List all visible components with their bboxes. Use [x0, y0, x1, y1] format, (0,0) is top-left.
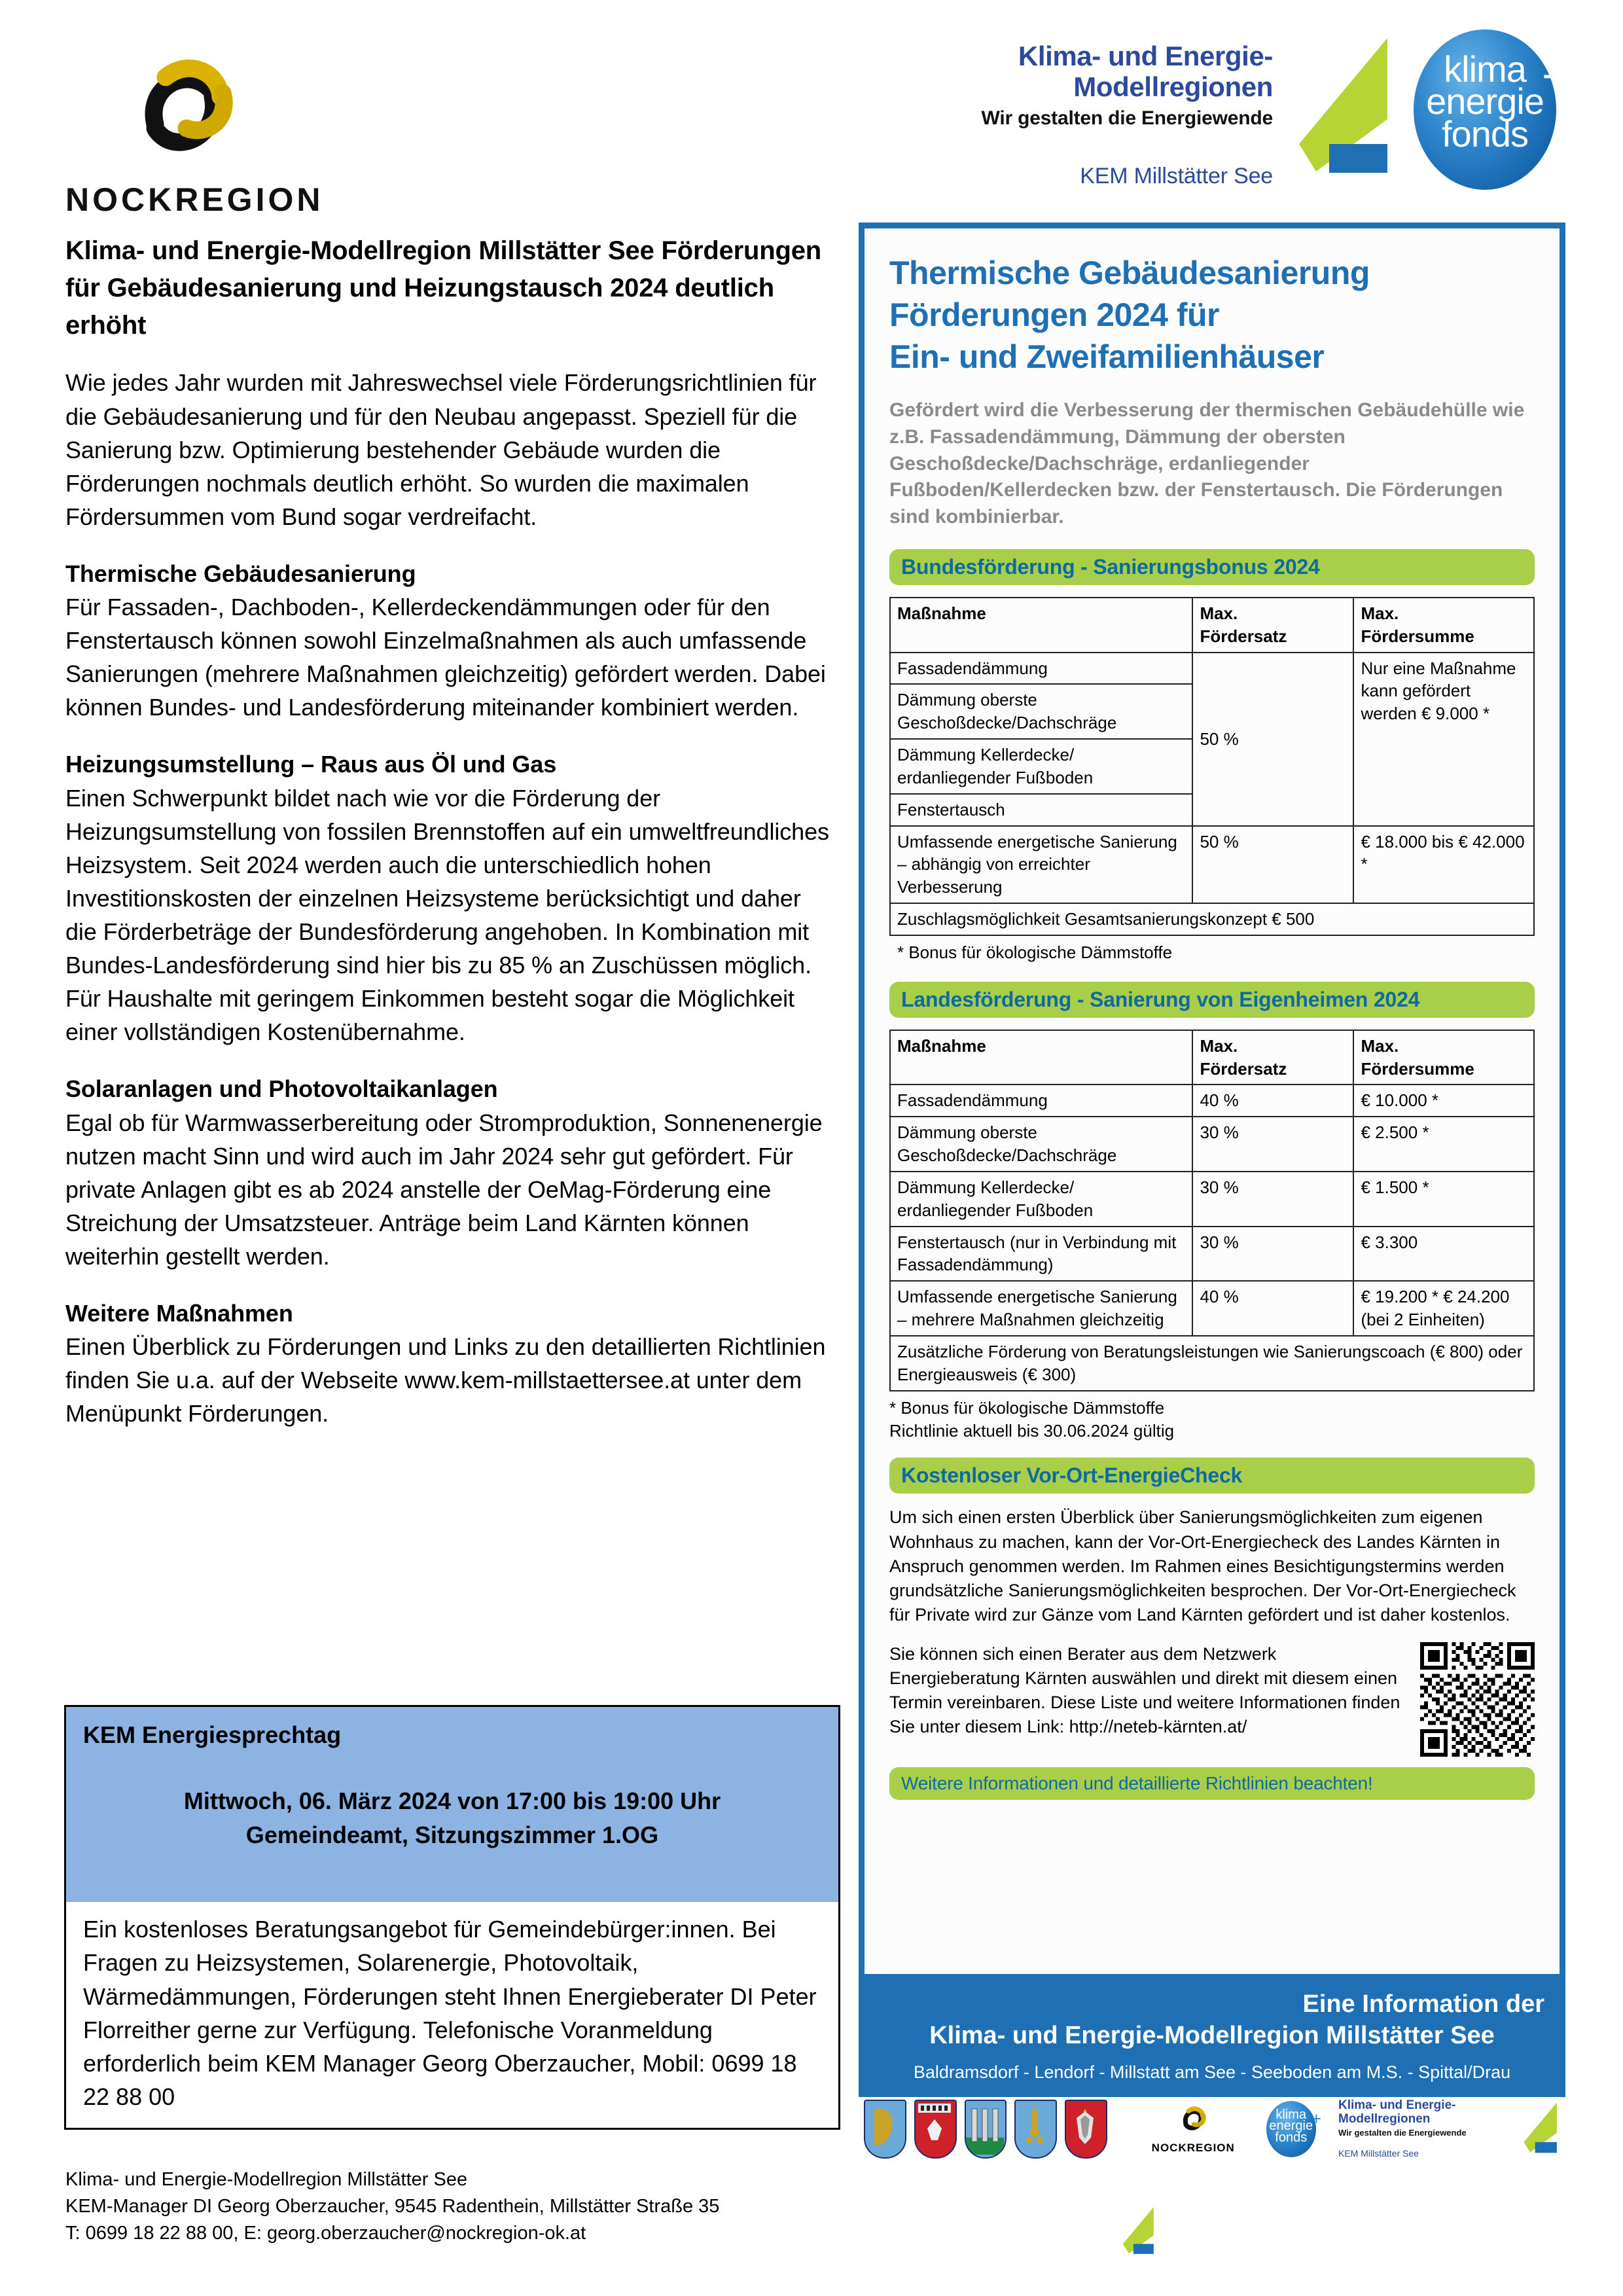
th-foerdersatz-l2: Fördersatz — [1200, 1058, 1287, 1079]
energiecheck-paragraph-1: Um sich einen ersten Überblick über Sanierungsmöglichkeiten zum eigenen Wohnhaus zu machen, kann der Vor-Ort-Energiecheck des Landes Kärnten in Anspruch genommen werden. Im Rahmen eines Besichtigungstermins werden grundsätzliche Sanierungsmöglichkeiten besprochen. Der Vor-Ort-Energiecheck für Private wird zur Gänze vom Land Kärnten gefördert und ist daher kostenlos. — [889, 1507, 1516, 1625]
partner-nockregion-logo — [1145, 2103, 1241, 2155]
partner-kem-tagline: Wir gestalten die Energiewende — [1338, 2128, 1467, 2138]
th-foerdersatz — [1192, 598, 1353, 653]
cell-foerdersumme: € 3.300 — [1353, 1227, 1534, 1282]
crest-spittal-icon — [1065, 2100, 1107, 2159]
cell-massnahme: Fenstertausch (nur in Verbindung mit Fassadendämmung) — [890, 1227, 1192, 1282]
cell-massnahme: Fenstertausch — [890, 794, 1192, 826]
qr-code-icon[interactable] — [1420, 1642, 1535, 1757]
crest-lendorf-icon — [914, 2100, 957, 2159]
th-massnahme: Maßnahme — [890, 598, 1192, 653]
section-title-thermische: Thermische Gebäudesanierung — [65, 560, 416, 587]
cell-zuschlag: Zuschlagsmöglichkeit Gesamtsanierungskonzept € 500 — [890, 903, 1534, 935]
panel-footer-municipalities: Baldramsdorf - Lendorf - Millstatt am See - Seeboden am M.S. - Spittal/Drau — [913, 2062, 1511, 2082]
partner-logo-strip — [859, 2094, 1565, 2163]
nock-swirl-icon — [115, 46, 252, 177]
intro-paragraph: Wie jedes Jahr wurden mit Jahreswechsel viele Förderungsrichtlinien für die Gebäudesanierung und für den Neubau angepasst. Speziell für die Sanierung bzw. Optimierung bestehender Gebäude wurden die Förderungen nochmals deutlich erhöht. So wurden die maximalen Fördersummen vom Bund sogar verdreifacht. — [65, 369, 817, 530]
table-header-row — [890, 1030, 1534, 1085]
klimafonds-line-2: energie — [1426, 81, 1544, 122]
energiesprechtag-location-line: Gemeindeamt, Sitzungszimmer 1.OG — [245, 1821, 659, 1849]
th-foerdersumme-l2: Fördersumme — [1361, 1058, 1474, 1079]
cell-zusaetzliche-foerderung: Zusätzliche Förderung von Beratungsleistungen wie Sanierungscoach (€ 800) oder Energieausweis (€ 300) — [890, 1336, 1534, 1391]
klimafonds-logo — [1414, 29, 1577, 190]
footer-address: KEM-Manager DI Georg Oberzaucher, 9545 Radenthein, Millstätter Straße 35 — [65, 2196, 720, 2217]
table-row-full — [890, 1336, 1534, 1391]
cell-foerdersatz: 40 % — [1192, 1085, 1353, 1117]
table-row — [890, 1227, 1534, 1282]
kem-logo-line-2: Modellregionen — [1073, 71, 1273, 103]
klimafonds-line-3: fonds — [1442, 113, 1528, 154]
partner-kem-flag-icon — [1509, 2101, 1565, 2157]
footer-contact: T: 0699 18 22 88 00, E: georg.oberzaucher@nockregion-ok.at — [65, 2223, 586, 2244]
foerderungen-panel — [859, 223, 1565, 1980]
cell-foerdersatz: 40 % — [1192, 1281, 1353, 1336]
section-text-weitere: Einen Überblick zu Förderungen und Links zu den detaillierten Richtlinien finden Sie u.a. auf der Webseite www.kem-millstaettersee.at unter dem Menüpunkt Förderungen. — [65, 1333, 826, 1427]
table-row — [890, 1172, 1534, 1227]
cell-massnahme: Dämmung oberste Geschoßdecke/Dachschräge — [890, 684, 1192, 739]
partner-fonds-l3: fonds — [1275, 2130, 1308, 2145]
kem-logo-region: KEM Millstätter See — [1080, 164, 1273, 189]
table2-footnotes — [889, 1397, 1535, 1444]
cell-foerdersumme-grouped: Nur eine Maßnahme kann gefördert werden € 9.000 * — [1353, 653, 1534, 826]
kem-logo-tagline: Wir gestalten die Energiewende — [981, 107, 1273, 130]
th-foerdersumme — [1353, 598, 1534, 653]
energiesprechtag-body: Ein kostenloses Beratungsangebot für Gemeindebürger:innen. Bei Fragen zu Heizsystemen, Solarenergie, Photovoltaik, Wärmedämmungen, Förderungen steht Ihnen Energieberater DI Peter Florreither gerne zur Verfügung. Telefonische Voranmeldung erforderlich beim KEM Manager Georg Oberzaucher, Mobil: 0699 18 22 88 00 — [83, 1916, 817, 2110]
energiesprechtag-datetime — [83, 1784, 821, 1852]
crest-millstatt-icon — [965, 2100, 1007, 2159]
badge-weitere-informationen: Weitere Informationen und detaillierte Richtlinien beachten! — [889, 1767, 1535, 1800]
partner-kem-region: KEM Millstätter See — [1338, 2148, 1419, 2159]
partner-nockregion-wordmark: NOCKREGION — [1151, 2142, 1235, 2154]
th-massnahme: Maßnahme — [890, 1030, 1192, 1085]
cell-massnahme: Dämmung oberste Geschoßdecke/Dachschräge — [890, 1117, 1192, 1172]
kem-logo-line-1: Klima- und Energie- — [1018, 41, 1273, 71]
th-foerdersatz-l1: Max. — [1200, 603, 1238, 623]
panel-title — [889, 252, 1535, 378]
badge-bundesfoerderung: Bundesförderung - Sanierungsbonus 2024 — [889, 549, 1535, 585]
partner-kem-logo — [1338, 2099, 1499, 2159]
energiesprechtag-details — [66, 1902, 838, 2128]
cell-massnahme: Fassadendämmung — [890, 653, 1192, 685]
table-row — [890, 1117, 1534, 1172]
partner-fonds-l2: energie — [1269, 2119, 1313, 2134]
cell-foerdersatz: 30 % — [1192, 1172, 1353, 1227]
panel-title-line-3: Ein- und Zweifamilienhäuser — [889, 338, 1325, 375]
badge-energiecheck: Kostenloser Vor-Ort-EnergieCheck — [889, 1458, 1535, 1494]
table-landesfoerderung — [889, 1030, 1535, 1391]
cell-massnahme: Dämmung Kellerdecke/ erdanliegender Fußboden — [890, 739, 1192, 794]
cell-massnahme: Umfassende energetische Sanierung – mehrere Maßnahmen gleichzeitig — [890, 1281, 1192, 1336]
section-text-thermische: Für Fassaden-, Dachboden-, Kellerdeckendämmungen oder für den Fenstertausch können sowohl Einzelmaßnahmen als auch umfassende Sanierungen (mehrere Maßnahmen gleichzeitig) gefördert werden. Dabei können Bundes- und Landesförderung miteinander kombiniert werden. — [65, 594, 826, 721]
th-foerdersumme-l1: Max. — [1361, 1035, 1399, 1056]
footer-org: Klima- und Energie-Modellregion Millstätter See — [65, 2169, 468, 2190]
energiesprechtag-title: KEM Energiesprechtag — [83, 1721, 342, 1748]
klimafonds-line-1: klima — [1444, 48, 1526, 90]
table-header-row — [890, 598, 1534, 653]
partner-fonds-plus-icon: + — [1311, 2108, 1321, 2128]
th-foerdersumme-l2: Fördersumme — [1361, 626, 1474, 646]
th-foerdersatz-l2: Fördersatz — [1200, 626, 1287, 646]
partner-klimafonds-logo — [1266, 2101, 1321, 2157]
page-footer-contact — [65, 2166, 883, 2248]
section-text-solaranlagen: Egal ob für Warmwasserbereitung oder Stromproduktion, Sonnenenergie nutzen macht Sinn und wird auch im Jahr 2024 sehr gut gefördert. Für private Anlagen gibt es ab 2024 anstelle der OeMag-Förderung eine Streichung der Umsatzsteuer. Anträge beim Land Kärnten können weiterhin gestellt werden. — [65, 1109, 823, 1270]
cell-massnahme: Umfassende energetische Sanierung – abhängig von erreichter Verbesserung — [890, 826, 1192, 903]
cell-foerdersumme: € 18.000 bis € 42.000 * — [1353, 826, 1534, 903]
bottom-kem-flag-icon — [1106, 2206, 1165, 2258]
cell-foerdersumme: € 1.500 * — [1353, 1172, 1534, 1227]
table2-footnote-2: Richtlinie aktuell bis 30.06.2024 gültig — [889, 1421, 1175, 1441]
section-text-heizungsumstellung: Einen Schwerpunkt bildet nach wie vor die Förderung der Heizungsumstellung von fossilen Brennstoffen auf ein umweltfreundliches Heizsystem. Seit 2024 werden auch die unterschiedlich hohen Investitionskosten der einzelnen Heizsysteme berücksichtigt und daher die Förderbeträge der Bundesförderung angehoben. In Kombination mit Bundes-Landesförderung sind hier bis zu 85 % an Zuschüssen möglich. Für Haushalte mit geringem Einkommen besteht sogar die Möglichkeit einer vollständigen Kostenübernahme. — [65, 784, 829, 1046]
partner-kem-line-2: Modellregionen — [1338, 2111, 1431, 2126]
cell-foerdersumme: € 2.500 * — [1353, 1117, 1534, 1172]
table-row — [890, 826, 1534, 903]
crest-baldramsdorf-icon — [864, 2100, 906, 2159]
table-row-full — [890, 903, 1534, 935]
partner-kem-line-1: Klima- und Energie- — [1338, 2098, 1456, 2112]
energiecheck-qr-row — [889, 1642, 1535, 1757]
energiecheck-paragraph-2: Sie können sich einen Berater aus dem Netzwerk Energieberatung Kärnten auswählen und direkt mit diesem einen Termin vereinbaren. Diese Liste und weitere Informationen finden Sie unter diesem Link: http://neteb-kärnten.at/ — [889, 1643, 1400, 1737]
partner-fonds-l1: klima — [1275, 2107, 1307, 2122]
table-bundesfoerderung — [889, 597, 1535, 936]
section-title-weitere: Weitere Maßnahmen — [65, 1300, 293, 1327]
energiesprechtag-highlight — [66, 1707, 838, 1902]
cell-massnahme: Dämmung Kellerdecke/ erdanliegender Fußboden — [890, 1172, 1192, 1227]
kem-flag-icon — [1260, 34, 1410, 185]
table2-footnote-1: * Bonus für ökologische Dämmstoffe — [889, 1397, 1165, 1418]
page-title: Klima- und Energie-Modellregion Millstätter See Förderungen für Gebäudesanierung und Heizungstausch 2024 deutlich erhöht — [65, 236, 821, 340]
nockregion-logo — [65, 46, 324, 219]
page-header — [0, 0, 1623, 216]
cell-foerdersatz: 50 % — [1192, 826, 1353, 903]
cell-foerdersatz-grouped: 50 % — [1192, 653, 1353, 826]
article-column — [65, 232, 838, 1454]
panel-footer-line-2: Klima- und Energie-Modellregion Millstätter See — [929, 2021, 1495, 2049]
panel-footer-line-1: Eine Information der — [1302, 1990, 1544, 2018]
klimafonds-text — [1414, 29, 1556, 190]
panel-intro: Gefördert wird die Verbesserung der thermischen Gebäudehülle wie z.B. Fassadendämmung, Dämmung der obersten Geschoßdecke/Dachschräge, erdanliegender Fußboden/Kellerdecken bzw. der Fenstertausch. Die Förderungen sind kombinierbar. — [889, 399, 1525, 528]
th-foerdersumme — [1353, 1030, 1534, 1085]
section-title-heizungsumstellung: Heizungsumstellung – Raus aus Öl und Gas — [65, 751, 557, 778]
cell-foerdersumme: € 19.200 * € 24.200 (bei 2 Einheiten) — [1353, 1281, 1534, 1336]
badge-landesfoerderung: Landesförderung - Sanierung von Eigenheimen 2024 — [889, 982, 1535, 1018]
table-row — [890, 1281, 1534, 1336]
energiesprechtag-date-line: Mittwoch, 06. März 2024 von 17:00 bis 19:00 Uhr — [183, 1787, 721, 1814]
energiesprechtag-box — [64, 1705, 840, 2130]
panel-footer-band — [859, 1980, 1565, 2097]
section-title-solaranlagen: Solaranlagen und Photovoltaikanlagen — [65, 1075, 498, 1103]
th-foerdersumme-l1: Max. — [1361, 603, 1399, 623]
table1-footnote: * Bonus für ökologische Dämmstoffe — [897, 942, 1173, 962]
table-row — [890, 653, 1534, 685]
crest-seeboden-icon — [1014, 2100, 1057, 2159]
klimafonds-plus-icon: + — [1542, 50, 1569, 101]
panel-title-line-1: Thermische Gebäudesanierung — [889, 255, 1370, 291]
partner-klimafonds-ellipse — [1266, 2101, 1316, 2157]
table-row — [890, 1085, 1534, 1117]
th-foerdersatz-l1: Max. — [1200, 1035, 1238, 1056]
cell-foerdersumme: € 10.000 * — [1353, 1085, 1534, 1117]
cell-foerdersatz: 30 % — [1192, 1227, 1353, 1282]
nockregion-wordmark: NOCKREGION — [65, 181, 324, 218]
kem-logo-text — [906, 41, 1273, 189]
th-foerdersatz — [1192, 1030, 1353, 1085]
cell-massnahme: Fassadendämmung — [890, 1085, 1192, 1117]
cell-foerdersatz: 30 % — [1192, 1117, 1353, 1172]
panel-title-line-2: Förderungen 2024 für — [889, 296, 1219, 333]
